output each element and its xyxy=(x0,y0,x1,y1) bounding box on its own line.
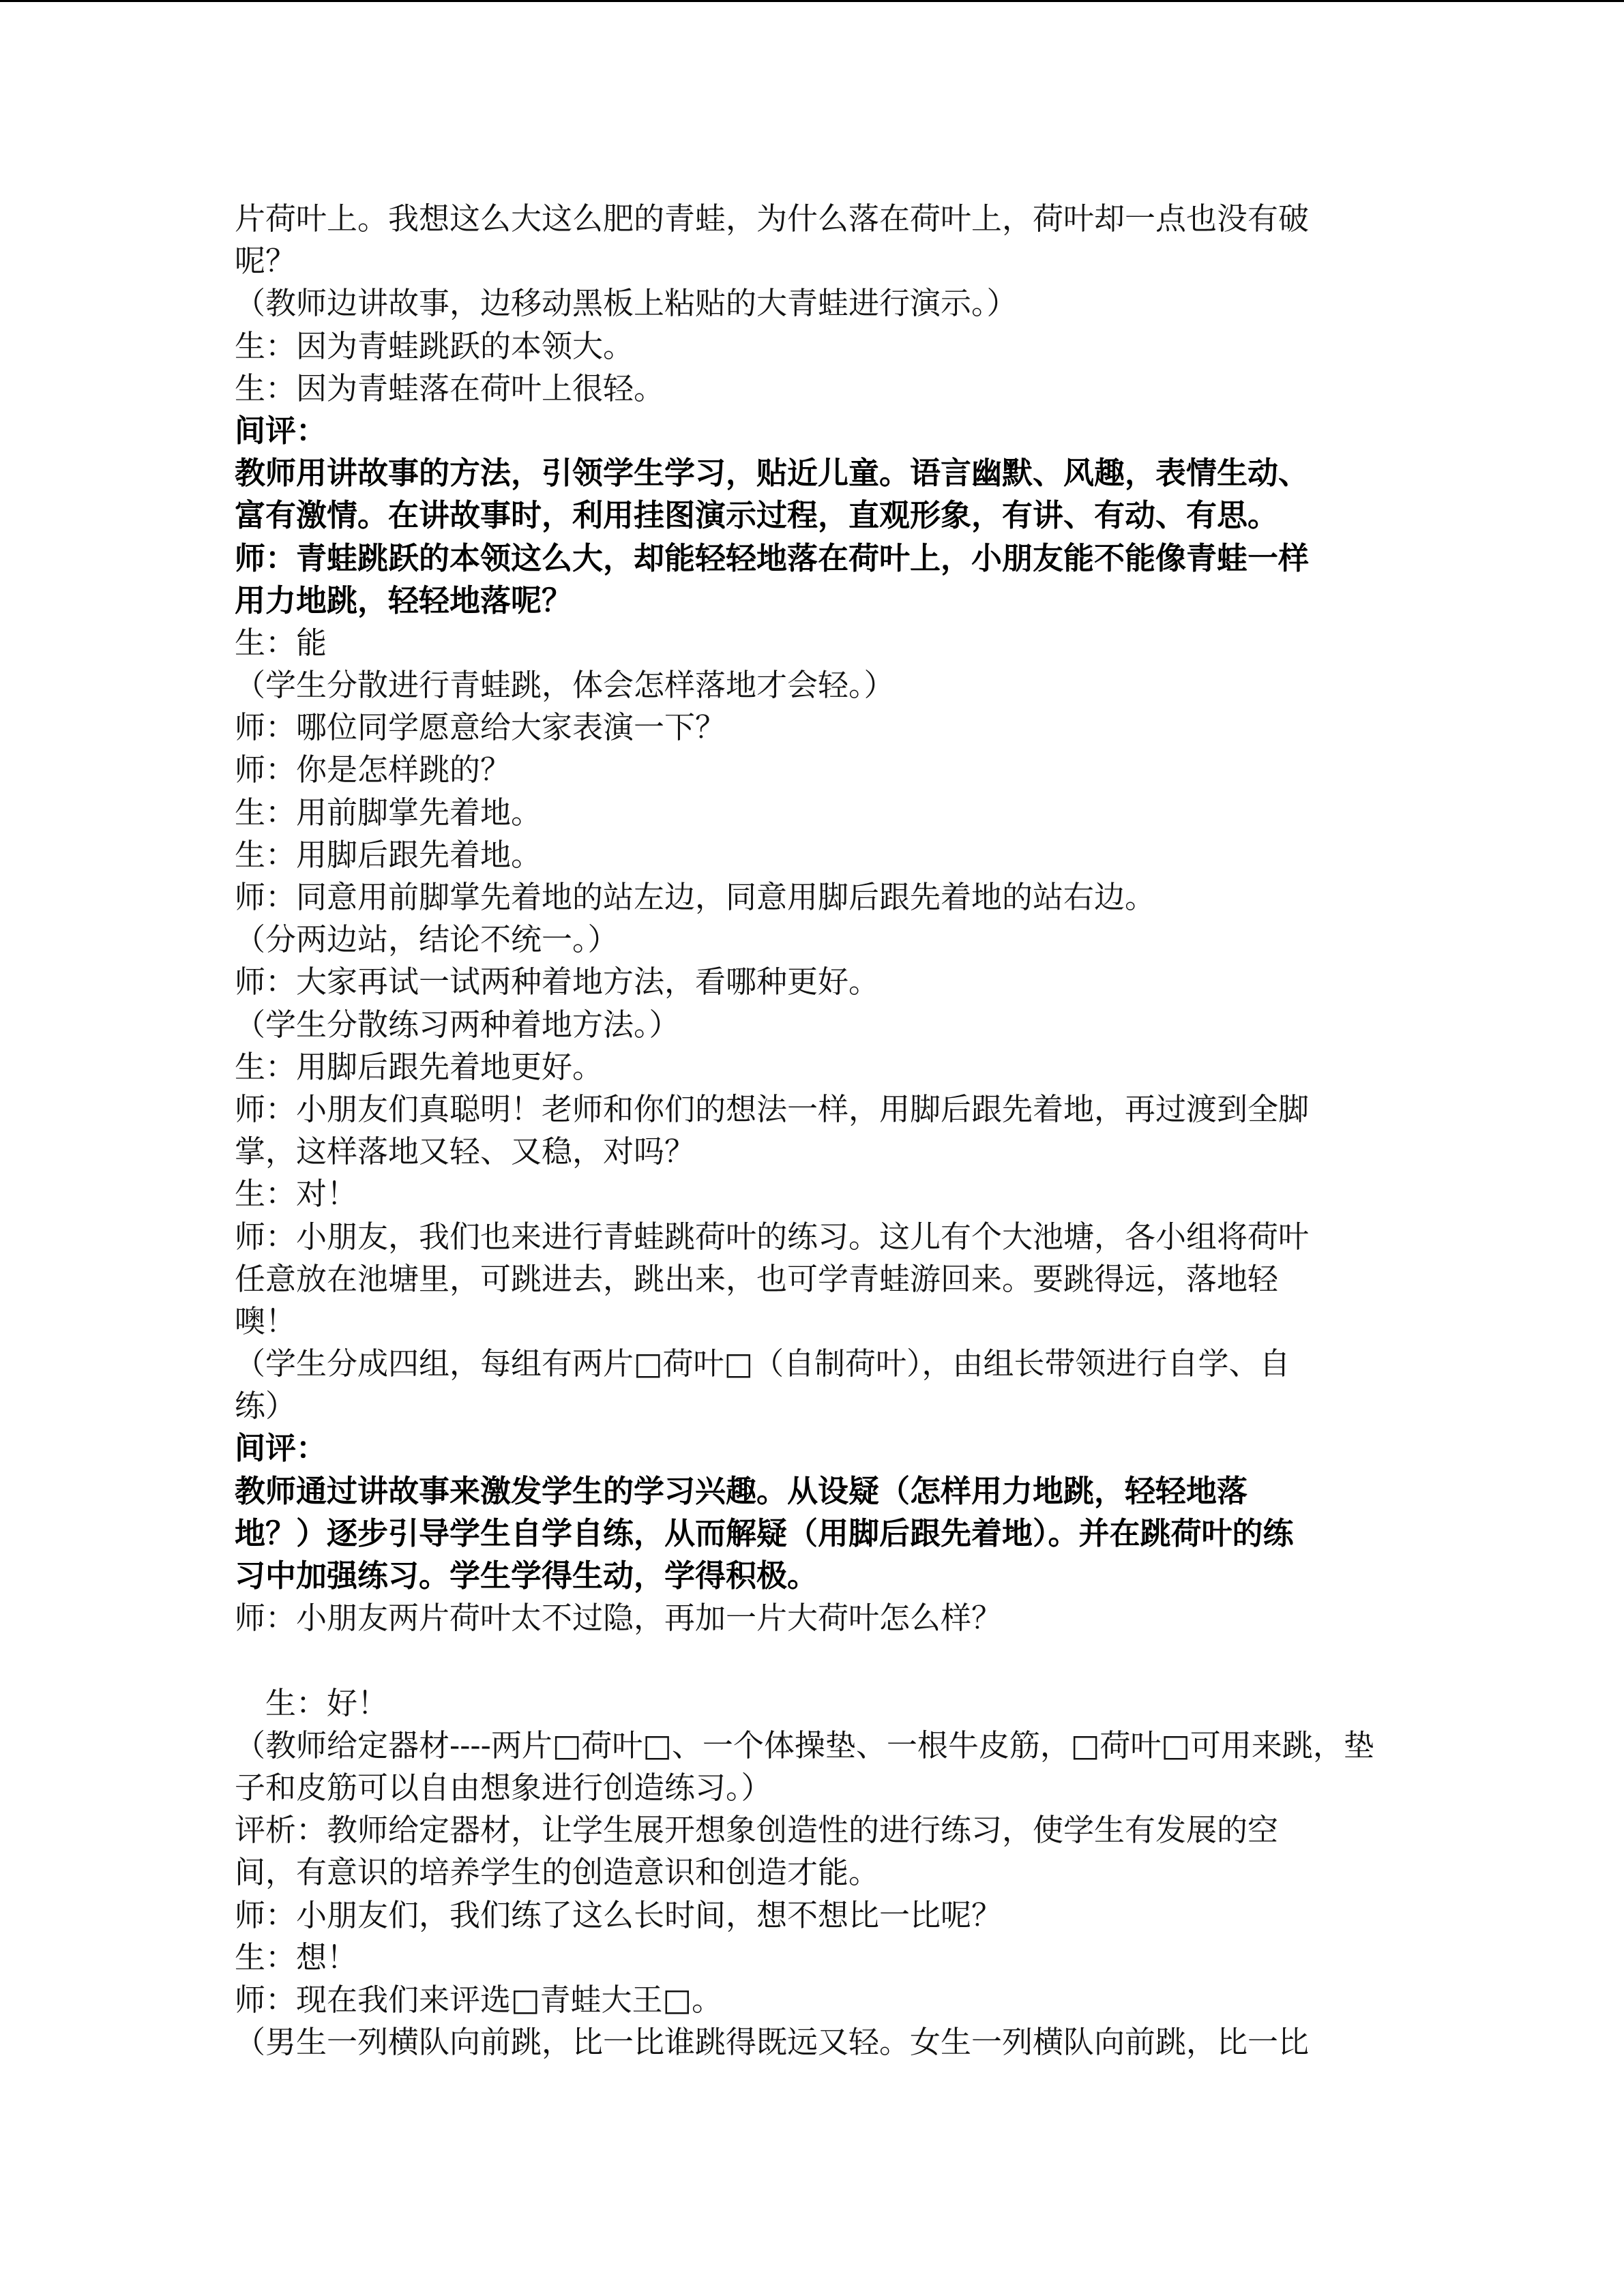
text-line: 师：哪位同学愿意给大家表演一下？ xyxy=(235,709,726,746)
text-line: 师：小朋友，我们也来进行青蛙跳荷叶的练习。这儿有个大池塘，各小组将荷叶 xyxy=(235,1218,1310,1255)
bold-text-line: 教师用讲故事的方法，引领学生学习，贴近儿童。语言幽默、风趣，表情生动、 xyxy=(235,455,1310,492)
bold-text-line: 习中加强练习。学生学得生动，学得积极。 xyxy=(235,1557,818,1594)
text-line: （学生分散进行青蛙跳，体会怎样落地才会轻。） xyxy=(235,667,895,704)
text-line: （教师给定器材----两片□荷叶□、一个体操垫、一根牛皮筋，□荷叶□可用来跳，垫 xyxy=(235,1727,1374,1763)
blank-line xyxy=(235,1639,1394,1682)
bold-text-line: 用力地跳，轻轻地落呢？ xyxy=(235,582,573,618)
text-line: 子和皮筋可以自由想象进行创造练习。） xyxy=(235,1769,772,1806)
bold-text-line: 间评： xyxy=(235,1430,327,1467)
text-line: （教师边讲故事，边移动黑板上粘贴的大青蛙进行演示。） xyxy=(235,285,1018,322)
text-line: （男生一列横队向前跳，比一比谁跳得既远又轻。女生一列横队向前跳，比一比 xyxy=(235,2024,1310,2061)
text-line: 生：好！ xyxy=(265,1684,389,1721)
text-line: 师：大家再试一试两种着地方法，看哪种更好。 xyxy=(235,964,880,1000)
text-line: 师：小朋友们，我们练了这么长时间，想不想比一比呢？ xyxy=(235,1896,1003,1933)
bold-text-line: 地？）逐步引导学生自学自练，从而解疑（用脚后跟先着地）。并在跳荷叶的练 xyxy=(235,1515,1294,1551)
text-line: 生：能 xyxy=(235,624,327,661)
text-line: 师：小朋友们真聪明！老师和你们的想法一样，用脚后跟先着地，再过渡到全脚 xyxy=(235,1090,1310,1127)
text-line: （学生分成四组，每组有两片□荷叶□（自制荷叶），由组长带领进行自学、自 xyxy=(235,1345,1290,1382)
text-line: 生：对！ xyxy=(235,1176,358,1212)
bold-text-line: 间评： xyxy=(235,412,327,449)
document-body xyxy=(235,198,1394,2063)
bold-text-line: 教师通过讲故事来激发学生的学习兴趣。从设疑（怎样用力地跳，轻轻地落 xyxy=(235,1472,1248,1509)
text-line: 生：用前脚掌先着地。 xyxy=(235,794,542,831)
text-line: 师：你是怎样跳的？ xyxy=(235,751,512,788)
text-line: （学生分散练习两种着地方法。） xyxy=(235,1006,680,1043)
text-line: 练） xyxy=(235,1388,297,1425)
text-line: 呢？ xyxy=(235,243,297,280)
text-line: 师：现在我们来评选□青蛙大王□。 xyxy=(235,1981,723,2018)
text-line: 师：小朋友两片荷叶太不过隐，再加一片大荷叶怎么样？ xyxy=(235,1600,1003,1637)
text-line: （分两边站，结论不统一。） xyxy=(235,921,619,958)
text-line: 掌，这样落地又轻、又稳，对吗？ xyxy=(235,1133,696,1170)
text-line: 噢！ xyxy=(235,1302,297,1339)
text-line: 任意放在池塘里，可跳进去，跳出来，也可学青蛙游回来。要跳得远，落地轻 xyxy=(235,1260,1279,1297)
bold-text-line: 富有激情。在讲故事时，利用挂图演示过程，直观形象，有讲、有动、有思。 xyxy=(235,497,1279,534)
text-line: 评析：教师给定器材，让学生展开想象创造性的进行练习，使学生有发展的空 xyxy=(235,1812,1279,1849)
text-line: 师：同意用前脚掌先着地的站左边，同意用脚后跟先着地的站右边。 xyxy=(235,879,1156,915)
text-line: 生：用脚后跟先着地更好。 xyxy=(235,1048,604,1085)
text-line: 生：想！ xyxy=(235,1939,358,1976)
text-line: 片荷叶上。我想这么大这么肥的青蛙，为什么落在荷叶上，荷叶却一点也没有破 xyxy=(235,200,1310,237)
bold-text-line: 师：青蛙跳跃的本领这么大，却能轻轻地落在荷叶上，小朋友能不能像青蛙一样 xyxy=(235,539,1310,576)
text-line: 生：因为青蛙落在荷叶上很轻。 xyxy=(235,370,665,406)
text-line: 生：用脚后跟先着地。 xyxy=(235,836,542,873)
text-line: 生：因为青蛙跳跃的本领大。 xyxy=(235,327,634,364)
text-line: 间，有意识的培养学生的创造意识和创造才能。 xyxy=(235,1854,880,1891)
